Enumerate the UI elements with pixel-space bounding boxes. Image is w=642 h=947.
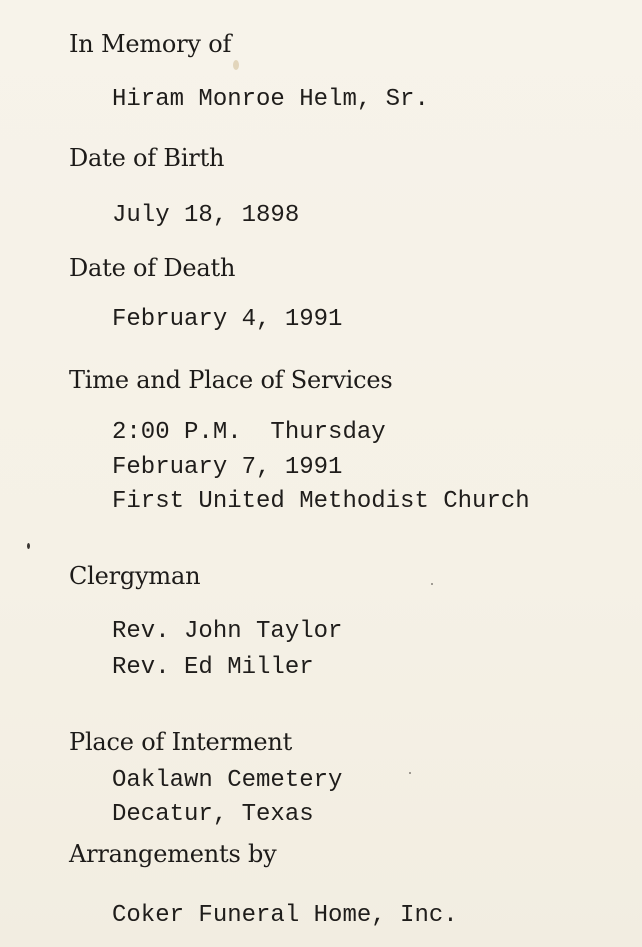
date-of-death-label: Date of Death <box>69 254 236 282</box>
arrangements-label: Arrangements by <box>69 840 277 868</box>
clergyman-2: Rev. Ed Miller <box>112 654 314 681</box>
cemetery-name: Oaklawn Cemetery <box>112 767 343 794</box>
date-of-birth-value: July 18, 1898 <box>112 202 300 229</box>
clergyman-label: Clergyman <box>69 562 201 590</box>
date-of-birth-label: Date of Birth <box>69 144 225 172</box>
service-date: February 7, 1991 <box>112 454 343 481</box>
date-of-death-value: February 4, 1991 <box>112 306 343 333</box>
paper-stain <box>233 60 239 70</box>
funeral-home: Coker Funeral Home, Inc. <box>112 902 458 929</box>
paper-speck <box>431 583 433 585</box>
services-label: Time and Place of Services <box>69 366 393 394</box>
in-memory-label: In Memory of <box>69 30 232 58</box>
service-time: 2:00 P.M. Thursday <box>112 419 386 446</box>
service-place: First United Methodist Church <box>112 488 530 515</box>
interment-label: Place of Interment <box>69 728 293 756</box>
paper-speck <box>409 772 411 774</box>
cemetery-city: Decatur, Texas <box>112 801 314 828</box>
clergyman-1: Rev. John Taylor <box>112 618 343 645</box>
deceased-name: Hiram Monroe Helm, Sr. <box>112 86 429 113</box>
paper-speck <box>27 543 30 549</box>
